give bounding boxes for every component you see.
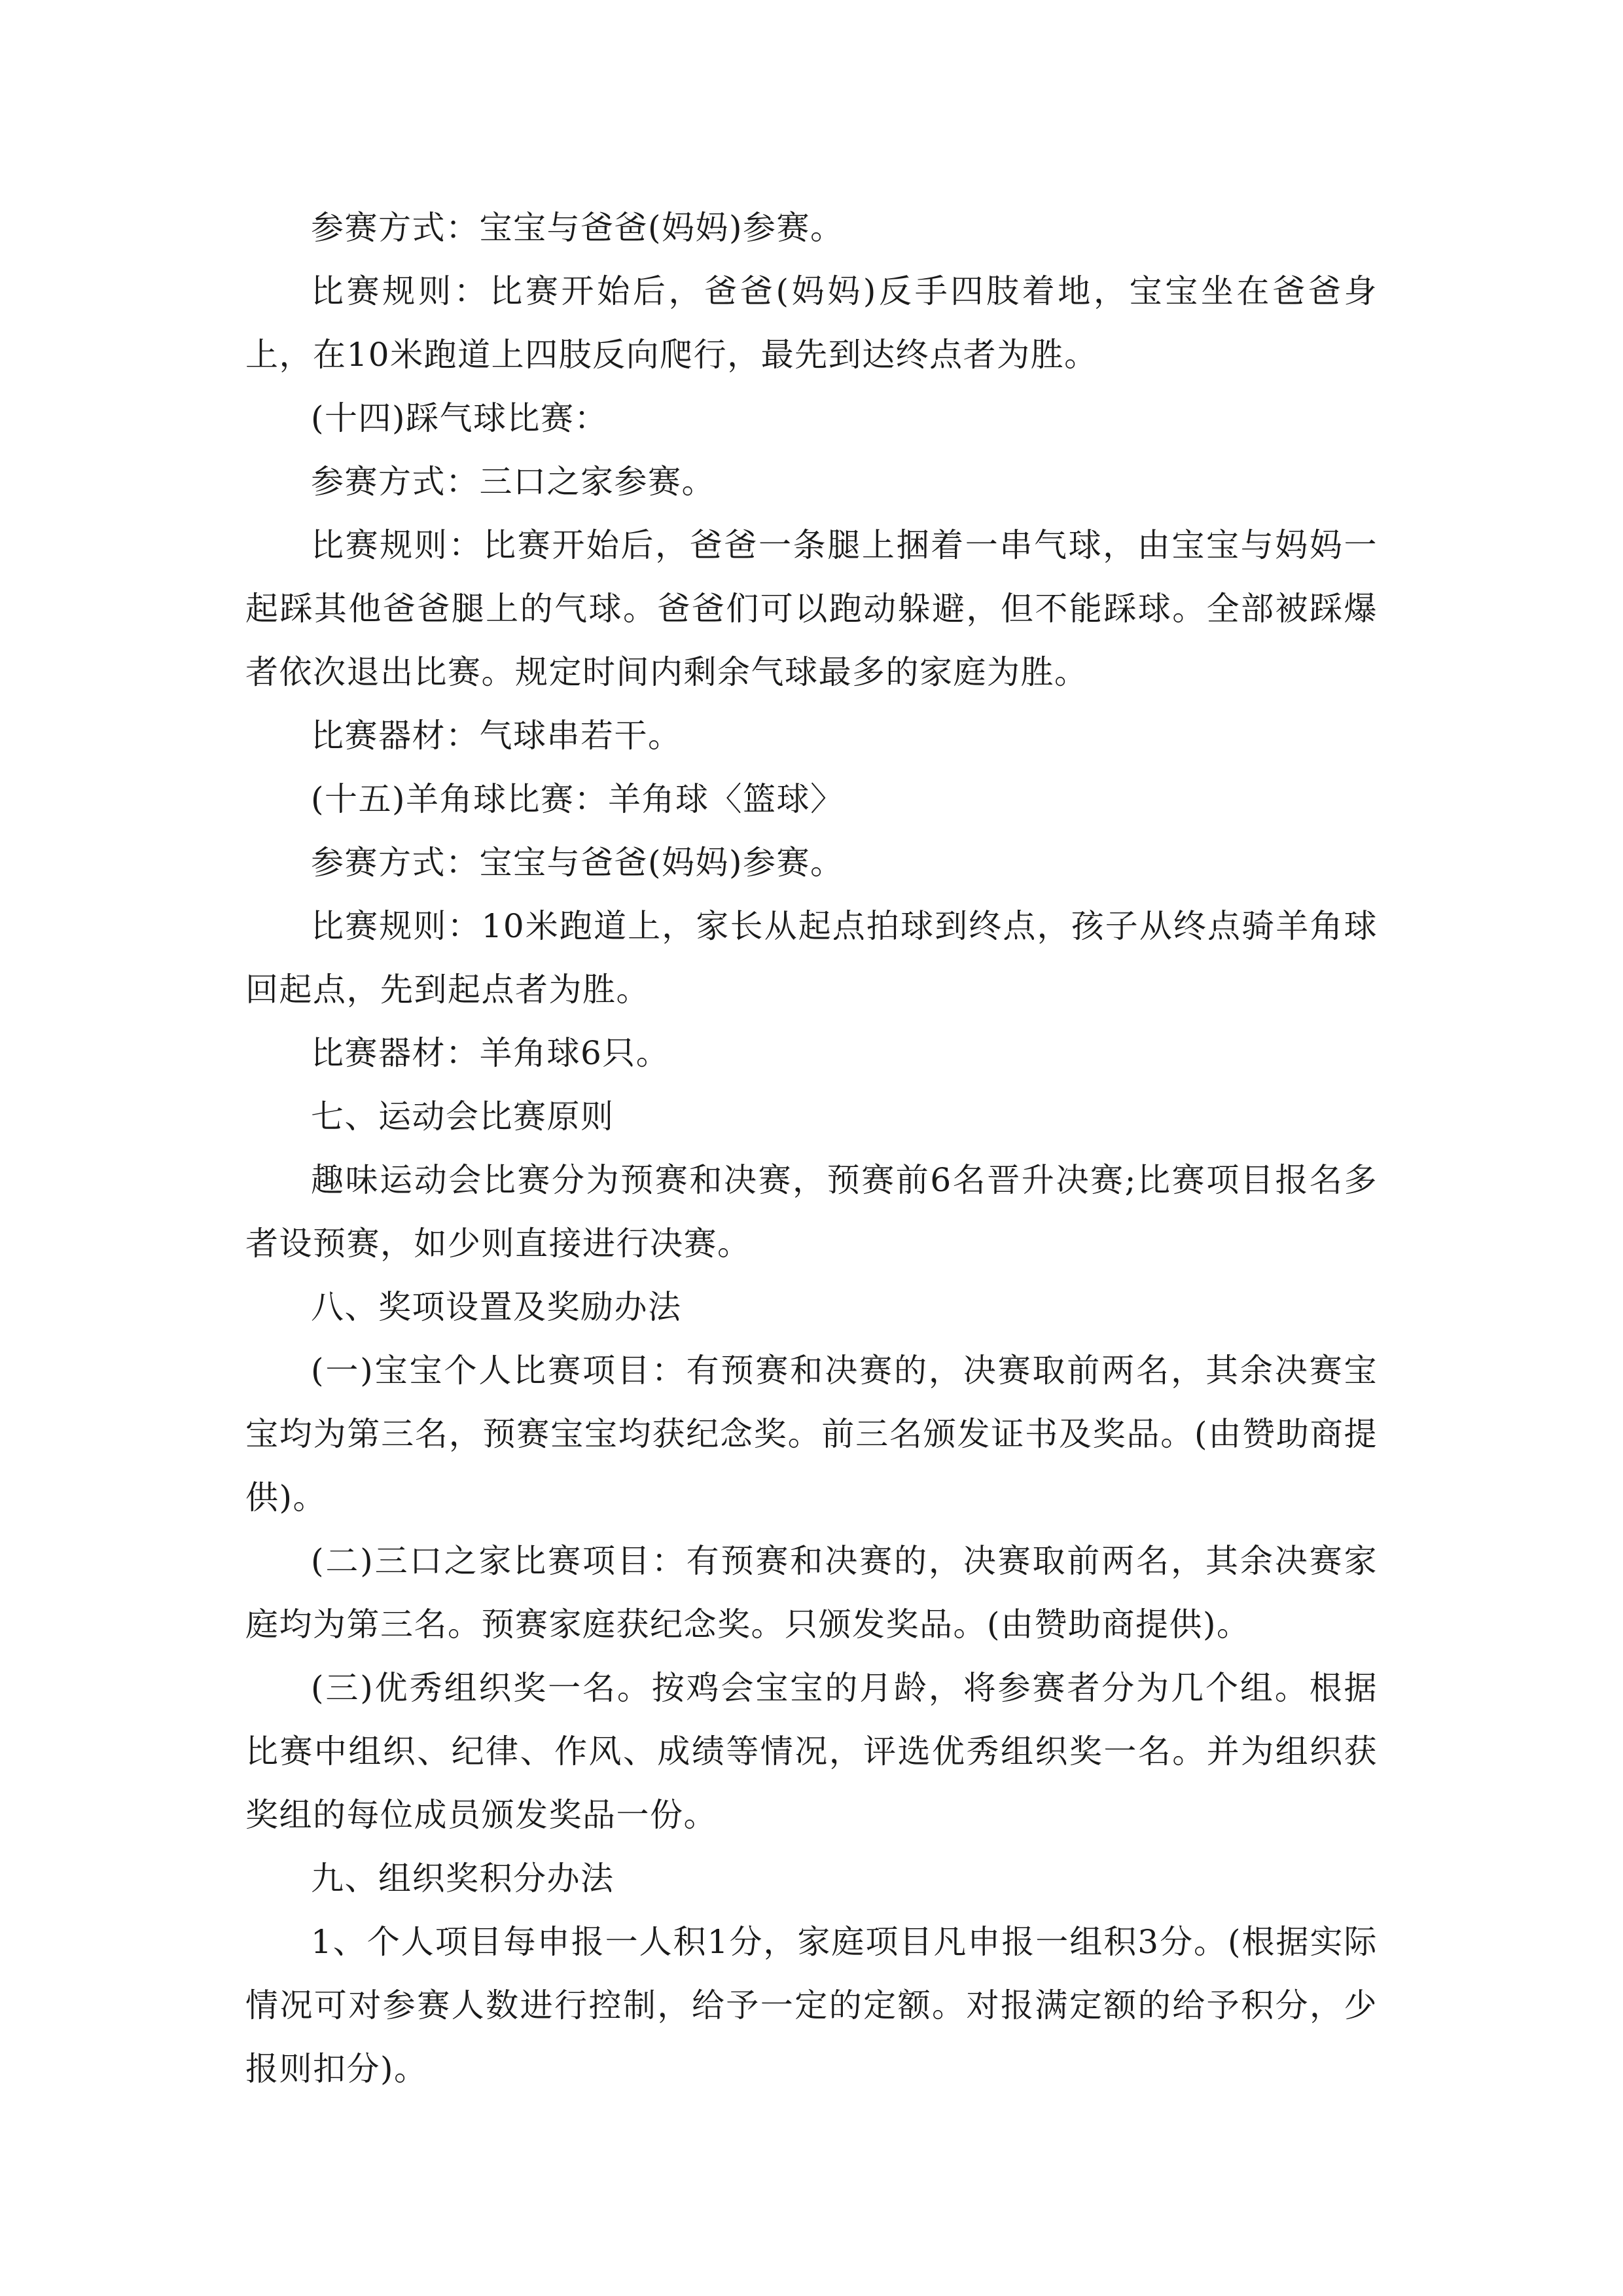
section-heading-balloon: (十四)踩气球比赛： (311, 399, 609, 437)
section-heading-awards: 八、奖项设置及奖励办法 (311, 1288, 682, 1326)
section-heading-points: 九、组织奖积分办法 (311, 1859, 615, 1897)
paragraph-entry-method: 参赛方式：宝宝与爸爸(妈妈)参赛。 (311, 844, 844, 882)
paragraph-rules: 比赛规则：比赛开始后，爸爸(妈妈)反手四肢着地，宝宝坐在爸爸身上，在10米跑道上四肢反向爬行，最先到达终点者为胜。 (245, 272, 1378, 374)
paragraph-principles: 趣味运动会比赛分为预赛和决赛，预赛前6名晋升决赛;比赛项目报名多者设预赛，如少则直接进行决赛。 (245, 1161, 1378, 1263)
paragraph-award-organization: (三)优秀组织奖一名。按鸡会宝宝的月龄，将参赛者分为几个组。根据比赛中组织、纪律、作风、成绩等情况，评选优秀组织奖一名。并为组织获奖组的每位成员颁发奖品一份。 (245, 1669, 1378, 1834)
section-heading-principles: 七、运动会比赛原则 (311, 1098, 615, 1136)
paragraph-award-individual: (一)宝宝个人比赛项目：有预赛和决赛的，决赛取前两名，其余决赛宝宝均为第三名，预赛宝宝均获纪念奖。前三名颁发证书及奖品。(由赞助商提供)。 (245, 1352, 1378, 1516)
paragraph-equipment: 比赛器材：气球串若干。 (311, 717, 682, 755)
document-body (245, 196, 1378, 2101)
paragraph-points: 1、个人项目每申报一人积1分，家庭项目凡申报一组积3分。(根据实际情况可对参赛人数进行控制，给予一定的定额。对报满定额的给予积分，少报则扣分)。 (245, 1923, 1378, 2088)
paragraph-entry-method: 参赛方式：宝宝与爸爸(妈妈)参赛。 (311, 209, 844, 247)
section-heading-hopper-ball: (十五)羊角球比赛：羊角球〈篮球〉 (311, 780, 844, 818)
paragraph-rules: 比赛规则：比赛开始后，爸爸一条腿上捆着一串气球，由宝宝与妈妈一起踩其他爸爸腿上的气球。爸爸们可以跑动躲避，但不能踩球。全部被踩爆者依次退出比赛。规定时间内剩余气球最多的家庭为胜。 (245, 526, 1378, 691)
paragraph-award-family: (二)三口之家比赛项目：有预赛和决赛的，决赛取前两名，其余决赛家庭均为第三名。预赛家庭获纪念奖。只颁发奖品。(由赞助商提供)。 (245, 1542, 1378, 1643)
paragraph-equipment: 比赛器材：羊角球6只。 (311, 1034, 670, 1072)
paragraph-entry-method: 参赛方式：三口之家参赛。 (311, 463, 715, 501)
paragraph-rules: 比赛规则：10米跑道上，家长从起点拍球到终点，孩子从终点骑羊角球回起点，先到起点者为胜。 (245, 907, 1378, 1009)
